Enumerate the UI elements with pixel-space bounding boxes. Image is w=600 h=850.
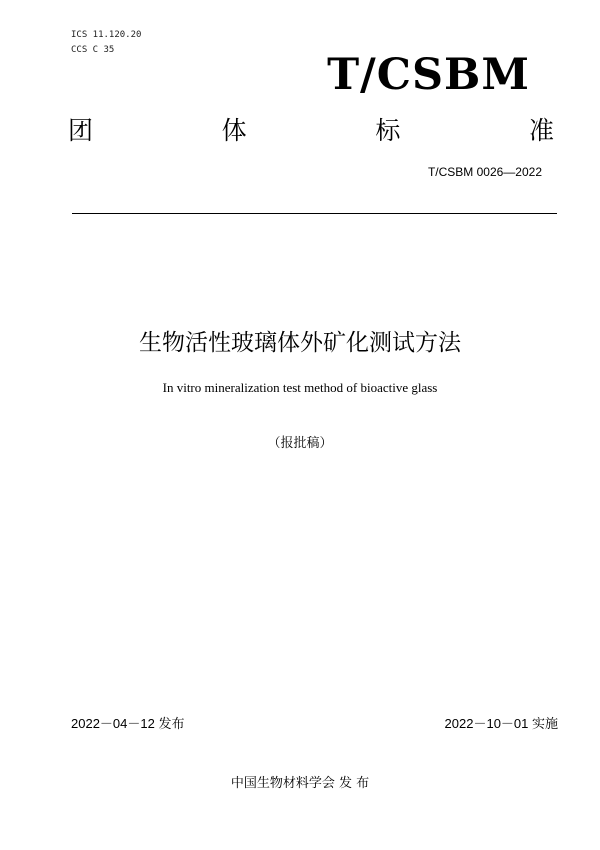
publisher: 中国生物材料学会 发 布 (230, 776, 370, 791)
standard-number: T/CSBM 0026—2022 (427, 165, 542, 179)
english-title: In vitro mineralization test method of bioactive glass (162, 380, 438, 395)
draft-status: （报批稿） (267, 436, 333, 451)
group-standard-char: 体 (221, 116, 247, 145)
ics-code: ICS 11.120.20 (71, 30, 142, 40)
standard-logo: T/CSBM (327, 50, 530, 100)
group-standard-char: 标 (375, 116, 401, 145)
ccs-code: CCS C 35 (71, 45, 115, 55)
group-standard-char: 准 (528, 116, 554, 145)
implementation-date: 2022－10－01 实施 (444, 716, 558, 731)
group-standard-char: 团 (68, 116, 94, 145)
header-divider (72, 213, 557, 214)
group-standard-heading (68, 115, 554, 147)
chinese-title: 生物活性玻璃体外矿化测试方法 (139, 330, 461, 356)
publish-date: 2022－04－12 发布 (71, 716, 185, 731)
